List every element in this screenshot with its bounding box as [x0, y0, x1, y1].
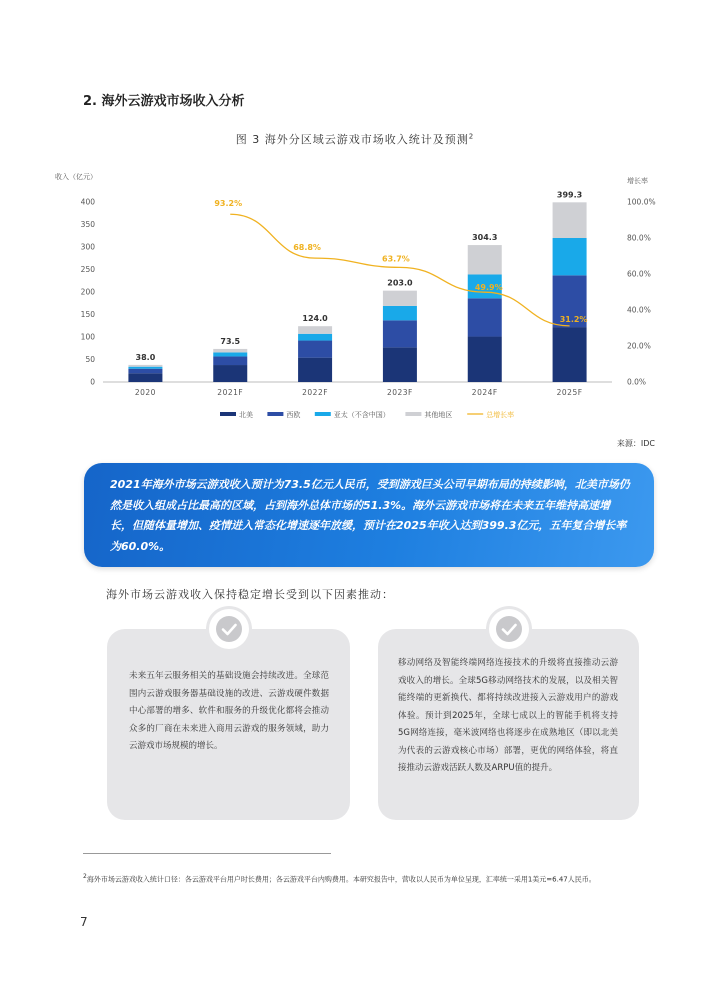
y-tick-label: 200: [80, 287, 95, 297]
bar-segment: [298, 334, 332, 341]
bar-segment: [128, 373, 162, 382]
section-title: 2. 海外云游戏市场收入分析: [83, 94, 245, 109]
legend-swatch: [220, 412, 236, 416]
y-tick-label: 350: [80, 220, 95, 229]
footnote: [83, 870, 673, 886]
x-tick-label: 2024F: [471, 388, 498, 397]
y-tick-label: 300: [80, 242, 95, 252]
bar-segment: [383, 320, 417, 347]
bar-segment: [553, 327, 587, 382]
bar-segment: [298, 341, 332, 358]
y-tick-label: 250: [80, 265, 95, 274]
bar-segment: [213, 356, 247, 365]
check-icon: [496, 616, 522, 642]
footnote-marker: 2: [83, 873, 87, 880]
growth-label: 31.2%: [559, 314, 588, 324]
growth-label: 49.9%: [474, 283, 503, 293]
highlight-box: [84, 463, 654, 567]
x-tick-label: 2023F: [386, 388, 413, 397]
bar-segment: [383, 306, 417, 320]
bar-segment: [213, 365, 247, 382]
x-tick-label: 2021F: [217, 388, 244, 397]
check-badge: [209, 609, 249, 649]
x-tick-label: 2020: [134, 388, 156, 397]
legend-label: 其他地区: [424, 411, 453, 419]
bar-segment: [128, 367, 162, 369]
revenue-chart: [0, 160, 710, 428]
intro-text: 海外市场云游戏收入保持稳定增长受到以下因素推动：: [106, 588, 394, 601]
y-axis-title: 收入（亿元）: [55, 173, 97, 181]
bar-segment: [213, 352, 247, 356]
bar-segment: [128, 369, 162, 374]
x-tick-label: 2022F: [302, 388, 329, 397]
y2-axis-title: 增长率: [627, 177, 648, 185]
legend-label: 西欧: [286, 411, 301, 419]
figure-title-text: 图 3 海外分区域云游戏市场收入统计及预测: [235, 133, 469, 146]
growth-label: 63.7%: [382, 254, 410, 264]
figure-title: [0, 131, 710, 147]
card-text: 移动网络及智能终端网络连接技术的升级将直接推动云游戏收入的增长。全球5G移动网络技术的发展，以及相关智能终端的更新换代、都将持续改进接入云游戏用户的游戏体验。预计到2025年，全球七成以上的智能手机将支持5G网络连接，毫米波网络也将逐步在成熟地区（即以北美为代表的云游戏核心市场）部署，更优的网络体验，将直接推动云游戏活跃人数及ARPU值的提升。: [398, 658, 618, 773]
bar-segment: [553, 202, 587, 238]
factor-card-infrastructure: [107, 629, 350, 820]
y2-tick-label: 0.0%: [627, 377, 647, 387]
y-tick-label: 150: [80, 310, 95, 319]
bar-segment: [298, 358, 332, 382]
bar-segment: [298, 326, 332, 334]
legend-label: 北美: [239, 411, 253, 419]
bar-total-label: 38.0: [135, 352, 156, 362]
bar-total-label: 399.3: [556, 190, 583, 200]
y-tick-label: 100: [80, 332, 95, 342]
bar-total-label: 304.3: [472, 233, 498, 243]
bar-total-label: 73.5: [220, 336, 241, 346]
factor-card-network: [378, 629, 639, 820]
bar-segment: [128, 365, 162, 367]
check-icon: [216, 616, 242, 642]
bar-segment: [383, 291, 417, 306]
legend-swatch: [267, 412, 283, 416]
y2-tick-label: 40.0%: [627, 305, 651, 315]
legend-label: 总增长率: [486, 411, 515, 419]
figure-footnote-ref: 2: [468, 132, 475, 141]
growth-label: 68.8%: [293, 243, 321, 253]
bar-total-label: 203.0: [387, 278, 413, 288]
y2-tick-label: 100.0%: [627, 197, 656, 207]
growth-label: 93.2%: [214, 199, 243, 209]
bar-segment: [468, 337, 502, 382]
footnote-text: 海外市场云游戏收入统计口径：各云游戏平台用户时长费用；各云游戏平台内购费用。本研究报告中，营收以人民币为单位呈现，汇率统一采用1美元=6.47人民币。: [86, 875, 596, 884]
legend-swatch: [315, 412, 331, 416]
y-tick-label: 0: [90, 377, 95, 387]
page-number: 7: [80, 915, 88, 929]
legend-swatch: [405, 412, 421, 416]
bar-segment: [383, 347, 417, 382]
y-tick-label: 50: [85, 355, 95, 364]
footnote-divider: [83, 853, 331, 854]
y-tick-label: 400: [80, 197, 95, 207]
y2-tick-label: 60.0%: [627, 269, 651, 279]
bar-segment: [213, 349, 247, 353]
check-badge: [489, 609, 529, 649]
highlight-text: 2021年海外市场云游戏收入预计为73.5亿元人民币，受到游戏巨头公司早期布局的持续影响，北美市场仍然是收入组成占比最高的区域，占到海外总体市场的51.3%。海外云游戏市场将在未来五年维持高速增长，但随体量增加、疫情进入常态化增速逐年放缓，预计在2025年收入达到399.3亿元，五年复合增长率为60.0%。: [110, 478, 630, 553]
x-tick-label: 2025F: [556, 388, 583, 397]
y2-tick-label: 20.0%: [627, 341, 651, 351]
bar-segment: [468, 298, 502, 336]
bar-segment: [468, 245, 502, 274]
source-note: 来源：IDC: [616, 439, 655, 448]
legend-label: 亚太（不含中国）: [333, 411, 390, 419]
y2-tick-label: 80.0%: [627, 233, 651, 243]
bar-segment: [553, 238, 587, 275]
card-text: 未来五年云服务相关的基础设施会持续改进。全球范围内云游戏服务器基础设施的改进、云游戏硬件数据中心部署的增多、软件和服务的升级优化都将会推动众多的厂商在未来进入商用云游戏的服务领域，助力云游戏市场规模的增长。: [129, 671, 329, 751]
bar-total-label: 124.0: [302, 314, 328, 324]
